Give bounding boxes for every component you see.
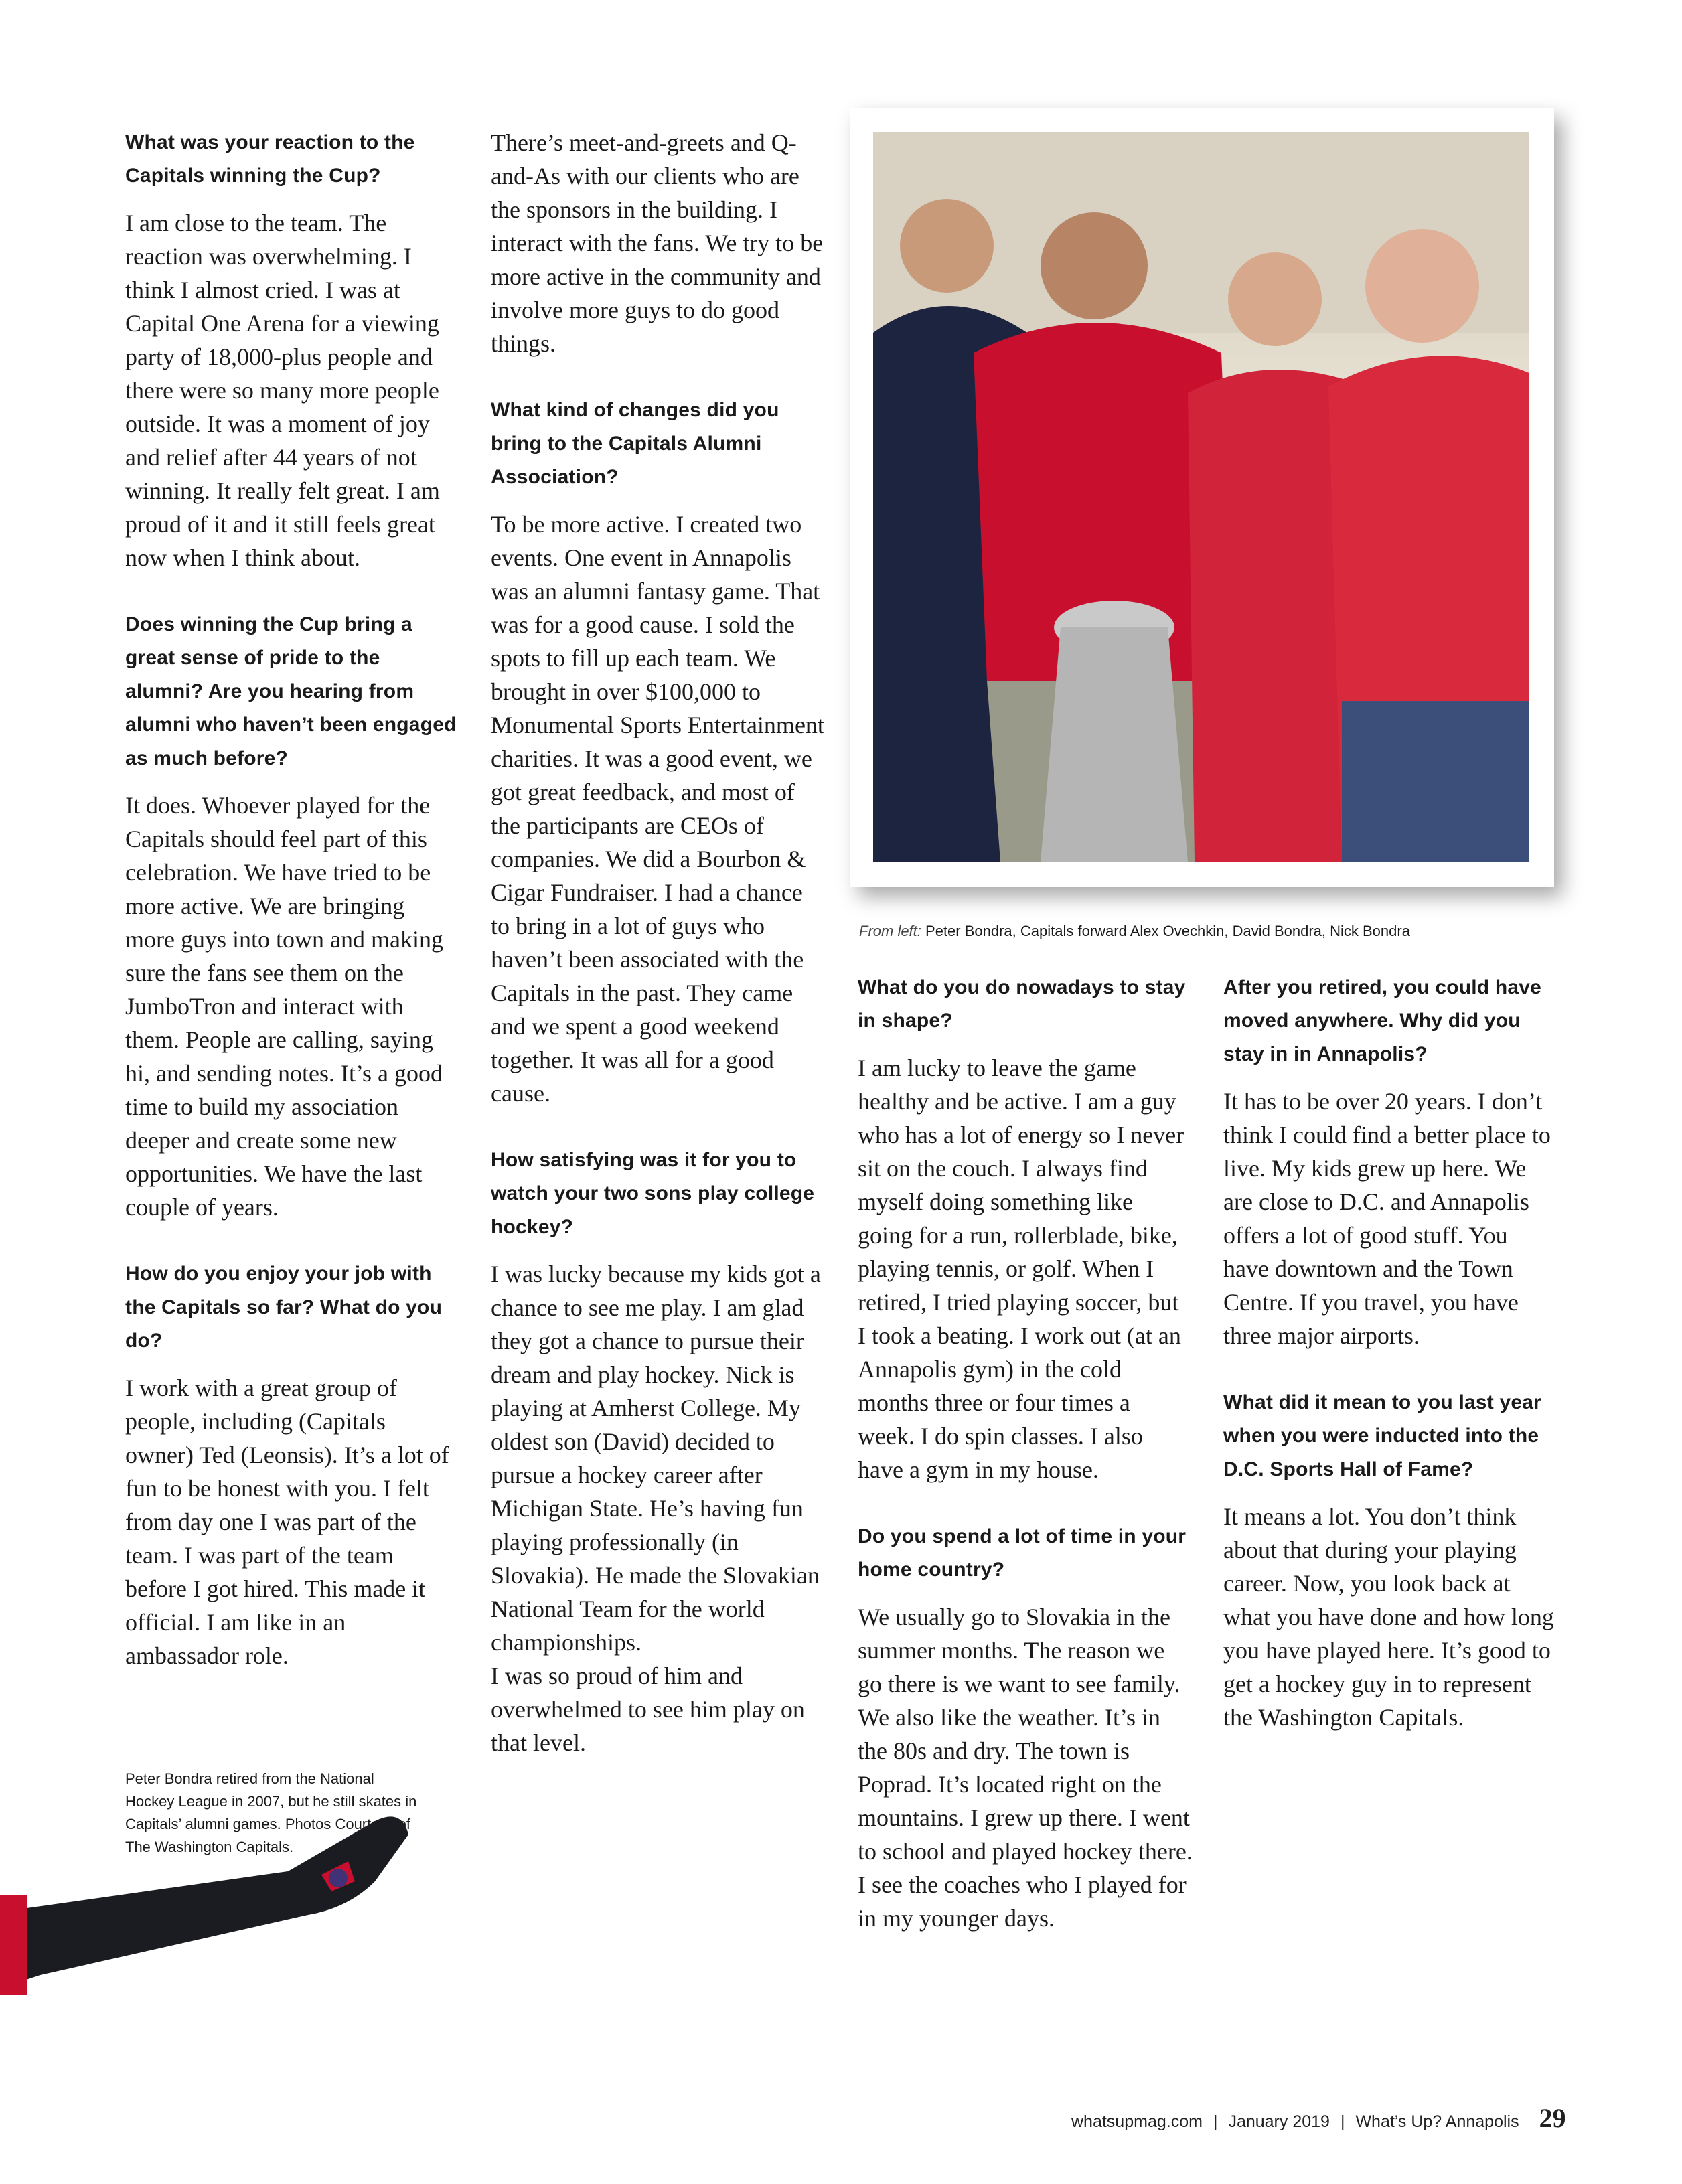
- footer-publication: What’s Up? Annapolis: [1355, 2112, 1519, 2131]
- question-heading: Does winning the Cup bring a great sense of pride to the alumni? Are you hearing from alumni who haven’t been engaged as much before?: [125, 613, 457, 769]
- question-heading: How satisfying was it for you to watch your two sons play college hockey?: [491, 1149, 815, 1238]
- question-heading: Do you spend a lot of time in your home country?: [858, 1525, 1187, 1581]
- answer-paragraph: To be more active. I created two events. One event in Annapolis was an alumni fantasy game. That was for a good cause. I sold the spots to fill up each team. We brought in over $100,000 to Monumental Sports Entertainment charities. It was a good event, we got great feedback, and most of the participants are CEOs of companies. We did a Bourbon & Cigar Fundraiser. I had a chance to bring in a lot of guys who haven’t been associated with the Capitals in the past. They came and we spent a good weekend together. It was all for a good cause.: [491, 511, 824, 1107]
- caption-prefix: From left:: [859, 923, 921, 939]
- photo-illustration: [873, 132, 1529, 862]
- answer-paragraph: I was so proud of him and overwhelmed to see him play on that level.: [491, 1662, 805, 1756]
- side-photo-caption: Peter Bondra retired from the National Hockey League in 2007, but he still skates in Capitals’ alumni games. Photos Courtesy of The Washington Capitals.: [125, 1770, 417, 1855]
- question-heading: What was your reaction to the Capitals winning the Cup?: [125, 131, 415, 187]
- answer-paragraph: It has to be over 20 years. I don’t think I could find a better place to live. My kids grew up here. We are close to D.C. and Annapolis offers a lot of good stuff. You have downtown and the Town Centre. If you travel, you have three major airports.: [1223, 1088, 1551, 1349]
- column-2: [491, 126, 824, 1793]
- question-heading: After you retired, you could have moved anywhere. Why did you stay in in Annapolis?: [1223, 976, 1542, 1065]
- answer-paragraph: I was lucky because my kids got a chance to see me play. I am glad they got a chance to pursue their dream and play hockey. Nick is playing at Amherst College. My oldest son (David) decided to pursue a hockey career after Michigan State. He’s having fun playing professionally (in Slovakia). He made the Slovakian National Team for the world championships.: [491, 1261, 821, 1656]
- caption-text: Peter Bondra, Capitals forward Alex Ovechkin, David Bondra, Nick Bondra: [925, 923, 1410, 939]
- answer-paragraph: We usually go to Slovakia in the summer months. The reason we go there is we want to see family. We also like the weather. It’s in the 80s and dry. The town is Poprad. It’s located right on the mountains. I grew up there. I went to school and played hockey there. I see the coaches who I played for in my younger days.: [858, 1604, 1193, 1932]
- question-heading: What did it mean to you last year when you were inducted into the D.C. Sports Hall of Fame?: [1223, 1391, 1542, 1480]
- photo-frame: [850, 108, 1554, 887]
- photo-caption: [859, 923, 1410, 940]
- question-heading: How do you enjoy your job with the Capitals so far? What do you do?: [125, 1263, 443, 1352]
- column-1: [125, 126, 457, 1706]
- footer-separator: |: [1213, 2112, 1218, 2131]
- question-heading: What do you do nowadays to stay in shape?: [858, 976, 1186, 1032]
- answer-paragraph: It means a lot. You don’t think about that during your playing career. Now, you look back at what you have done and how long you have played here. It’s good to get a hockey guy in to represent the Washington Capitals.: [1223, 1503, 1554, 1731]
- answer-paragraph: I am lucky to leave the game healthy and be active. I am a guy who has a lot of energy so I never sit on the couch. I always find myself doing something like going for a run, rollerblade, bike, playing tennis, or golf. When I retired, I tried playing soccer, but I took a beating. I work out (at an Annapolis gym) in the cold months three or four times a week. I do spin classes. I also have a gym in my house.: [858, 1055, 1184, 1483]
- answer-paragraph: It does. Whoever played for the Capitals should feel part of this celebration. We have tried to be more active. We are bringing more guys into town and making sure the fans see them on the JumboTron and interact with them. People are calling, saying hi, and sending notes. It’s a good time to build my association deeper and create some new opportunities. We have the last couple of years.: [125, 792, 443, 1221]
- column-3: [858, 971, 1193, 1968]
- page-number: 29: [1539, 2103, 1566, 2133]
- answer-paragraph: I work with a great group of people, including (Capitals owner) Ted (Leonsis). It’s a lot of fun to be honest with you. I felt from day one I was part of the team. I was part of the team before I got hired. This made it official. I am like in an ambassador role.: [125, 1375, 449, 1669]
- column-4: [1223, 971, 1558, 1768]
- footer-separator: |: [1340, 2112, 1345, 2131]
- page-footer: [1071, 2102, 1566, 2134]
- hockey-stick-image: [0, 1808, 429, 2022]
- footer-issue: January 2019: [1228, 2112, 1330, 2131]
- answer-paragraph: I am close to the team. The reaction was overwhelming. I think I almost cried. I was at Capital One Arena for a viewing party of 18,000-plus people and there were so many more people outside. It was a moment of joy and relief after 44 years of not winning. It really felt great. I am proud of it and it still feels great now when I think about.: [125, 210, 440, 571]
- team-photo: [873, 132, 1529, 862]
- footer-site: whatsupmag.com: [1071, 2112, 1203, 2131]
- question-heading: What kind of changes did you bring to the Capitals Alumni Association?: [491, 399, 779, 488]
- answer-paragraph: There’s meet-and-greets and Q-and-As with our clients who are the sponsors in the building. I interact with the fans. We try to be more active in the community and involve more guys to do good things.: [491, 129, 824, 357]
